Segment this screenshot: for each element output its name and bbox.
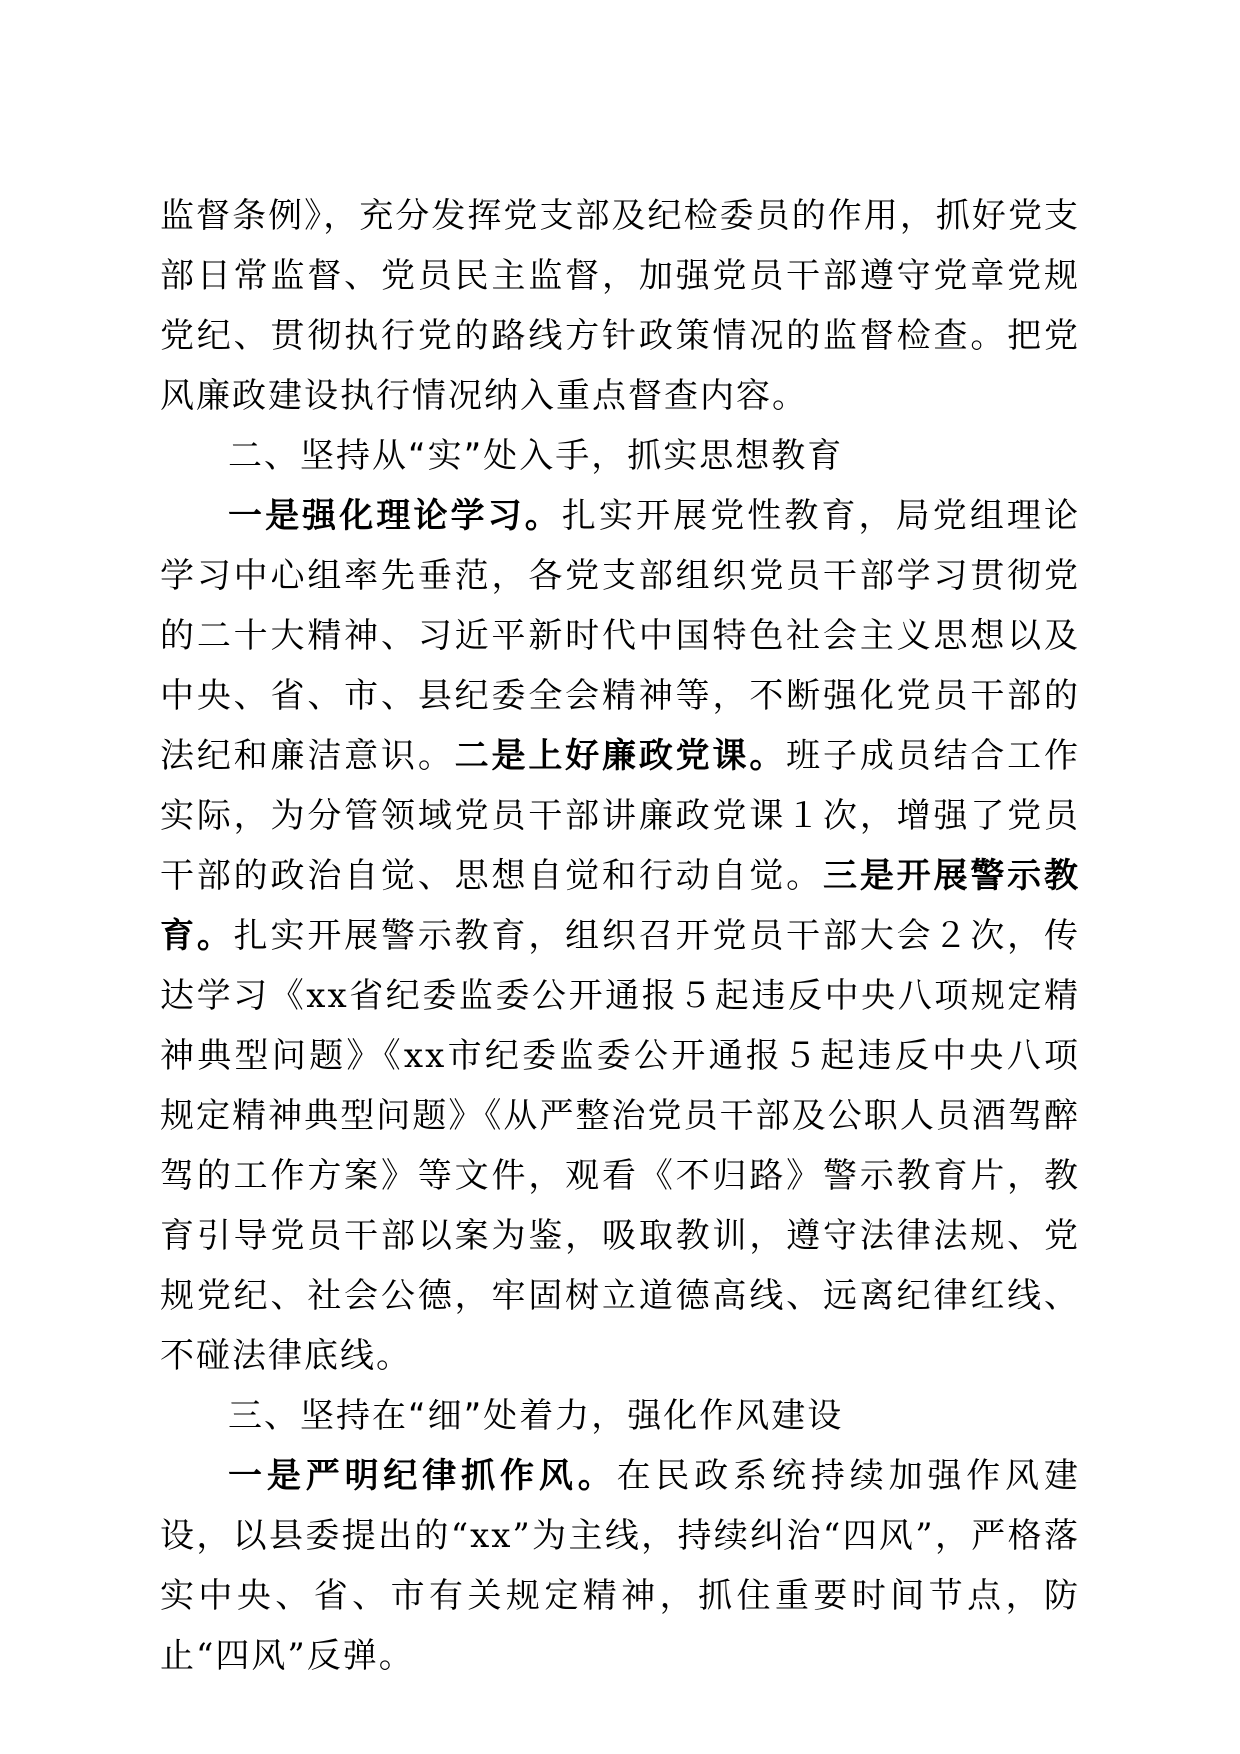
paragraph-text: 在民政系统持续加强作风建设，以县委提出的“xx”为主线，持续纠治“四风”，严格落实中央、省、市有关规定精神，抓住重要时间节点，防止“四风”反弹。 [160, 1456, 1081, 1676]
section-heading-3: 三、坚持在“细”处着力，强化作风建设 [228, 1396, 844, 1436]
bold-lead-warning-education: 三是开展警示教育。 [160, 856, 1080, 956]
document-body [160, 186, 1080, 1686]
bold-lead-party-class: 二是上好廉政党课。 [454, 736, 787, 776]
paragraph-continuation [160, 186, 1080, 426]
section-heading-2: 二、坚持从“实”处入手，抓实思想教育 [228, 436, 844, 476]
paragraph-text: 班子成员结合工作实际，为分管领域党员干部讲廉政党课１次，增强了党员干部的政治自觉、思想自觉和行动自觉。 [160, 736, 1081, 896]
paragraph-text: 监督条例》，充分发挥党支部及纪检委员的作用，抓好党支部日常监督、党员民主监督，加强党员干部遵守党章党规党纪、贯彻执行党的路线方针政策情况的监督检查。把党风廉政建设执行情况纳入重点督查内容。 [160, 196, 1080, 416]
bold-lead-theory-study: 一是强化理论学习。 [228, 496, 562, 536]
paragraph-work-style [160, 1446, 1080, 1686]
paragraph-text: 扎实开展党性教育，局党组理论学习中心组率先垂范，各党支部组织党员干部学习贯彻党的二十大精神、习近平新时代中国特色社会主义思想以及中央、省、市、县纪委全会精神等，不断强化党员干部的法纪和廉洁意识。 [160, 496, 1081, 776]
bold-lead-discipline: 一是严明纪律抓作风。 [228, 1456, 617, 1496]
paragraph-text: 扎实开展警示教育，组织召开党员干部大会２次，传达学习《xx省纪委监委公开通报５起违反中央八项规定精神典型问题》《xx市纪委监委公开通报５起违反中央八项规定精神典型问题》《从严整治党员干部及公职人员酒驾醉驾的工作方案》等文件，观看《不归路》警示教育片，教育引导党员干部以案为鉴，吸取教训，遵守法律法规、党规党纪、社会公德，牢固树立道德高线、远离纪律红线、不碰法律底线。 [160, 916, 1081, 1376]
paragraph-thought-education [160, 486, 1080, 1386]
